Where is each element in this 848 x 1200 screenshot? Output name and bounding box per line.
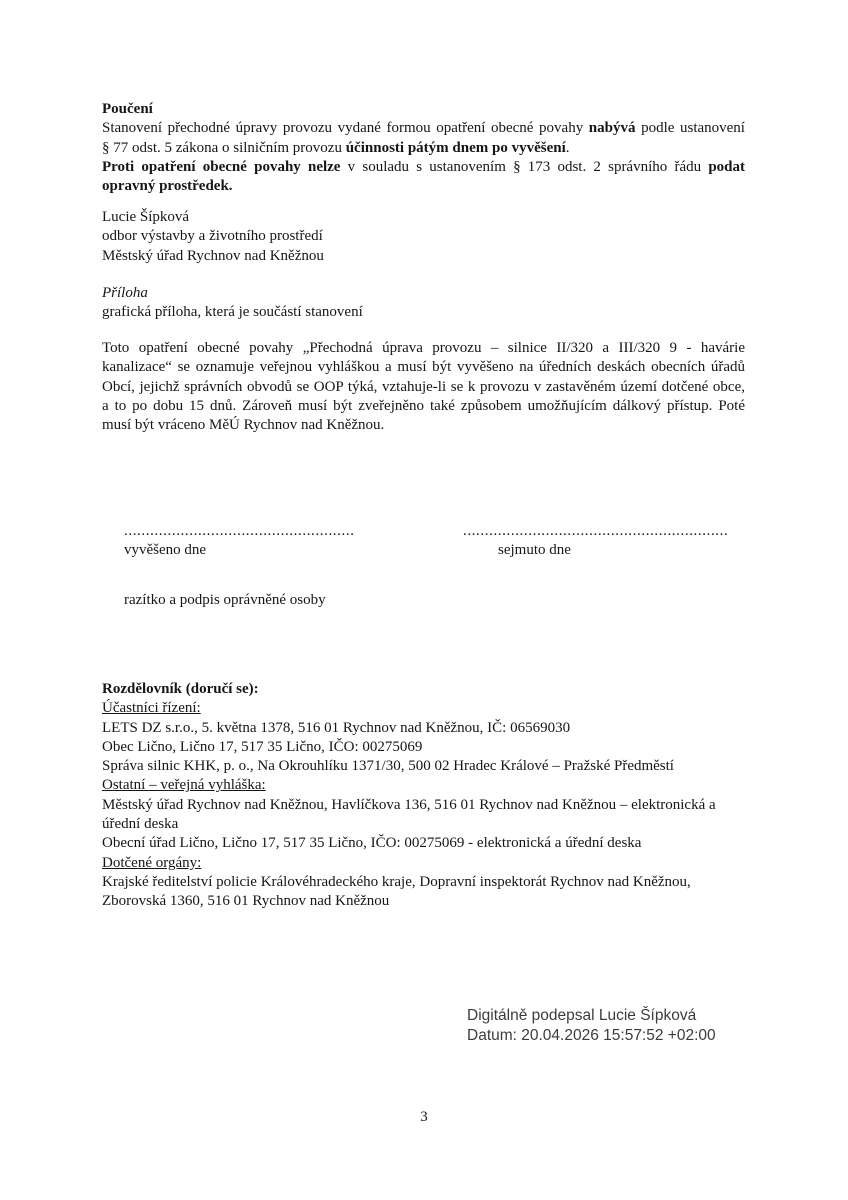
distribution-recipient: Krajské ředitelství policie Královéhradeckého kraje, Dopravní inspektorát Rychnov nad Kněžnou, [102,873,691,890]
text-segment: Stanovení přechodné úpravy provozu vydané formou opatření obecné povahy [102,120,589,137]
text-segment: . [565,139,570,156]
distribution-subheading [102,776,745,795]
posted-date-field [124,522,384,561]
underlined-text: Ostatní – veřejná vyhláška: [102,777,266,794]
distribution-subheading [102,699,745,718]
text-segment: podle ustanovení [635,120,745,137]
distribution-heading: Rozdělovník (doručí se): [102,681,259,697]
text-line: a to po dobu 15 dnů. Zároveň musí být zveřejněno také způsobem umožňujícím dálkový přístup. Poté [102,397,745,414]
digital-signature-stamp [467,1006,716,1046]
text-segment: účinnosti pátým dnem po vyvěšení [345,139,566,156]
notice-section [102,100,745,196]
text-segment: v souladu s ustanovením § 173 odst. 2 správního řádu [340,158,709,175]
posted-date-label: vyvěšeno dne [124,542,207,559]
distribution-recipient: Správa silnic KHK, p. o., Na Okrouhlíku 1371/30, 500 02 Hradec Králové – Pražské Předměstí [102,758,674,775]
announcement-section [102,339,745,435]
text-line [102,139,745,158]
distribution-recipient: Obecní úřad Lično, Lično 17, 517 35 Lično, IČO: 00275069 - elektronická a úřední deska [102,835,642,852]
notice-heading [102,100,745,119]
distribution-section [102,680,745,912]
distribution-subheading [102,854,745,873]
underlined-text: Účastníci řízení: [102,700,201,717]
attachment-section [102,284,745,323]
text-line: musí být vráceno MěÚ Rychnov nad Kněžnou. [102,417,385,434]
page-number: 3 [420,1109,428,1125]
text-segment: Poučení [102,101,153,117]
digital-signature-signer: Digitálně podepsal Lucie Šípková [467,1007,697,1024]
text-segment: opravný prostředek. [102,178,233,195]
text-segment: podat [708,158,745,175]
author-department: odbor výstavby a životního prostředí [102,228,323,245]
removed-date-label: sejmuto dne [498,542,571,559]
distribution-recipient: Obec Lično, Lično 17, 517 35 Lično, IČO: 00275069 [102,738,423,755]
text-line [102,119,745,138]
underlined-text: Dotčené orgány: [102,854,202,871]
distribution-recipient: Městský úřad Rychnov nad Kněžnou, Havlíčkova 136, 516 01 Rychnov nad Kněžnou – elektronická a [102,796,716,813]
stamp-note-text: razítko a podpis oprávněné osoby [124,592,326,608]
posted-date-dotted-line: ..................................................... [124,523,355,539]
text-line [102,177,745,196]
author-office: Městský úřad Rychnov nad Kněžnou [102,247,324,264]
attachment-body: grafická příloha, která je součástí stanovení [102,304,363,321]
text-line [102,158,745,177]
removed-date-field [463,522,743,561]
text-segment: Proti opatření obecné povahy nelze [102,158,341,175]
text-line: kanalizace“ se oznamuje veřejnou vyhláškou a musí být vyvěšeno na úředních deskách obecních úřadů [102,359,745,376]
distribution-recipient: LETS DZ s.r.o., 5. května 1378, 516 01 Rychnov nad Kněžnou, IČ: 06569030 [102,719,571,736]
text-line: Toto opatření obecné povahy „Přechodná úprava provozu – silnice II/320 a III/320 9 - havárie [102,340,745,356]
author-section [102,208,745,266]
text-line: Obcí, jejichž správních obvodů se OOP týká, vztahuje-li se k provozu v zastavěném území dotčené obce, [102,378,745,395]
digital-signature-date: Datum: 20.04.2026 15:57:52 +02:00 [467,1027,716,1044]
distribution-recipient: Zborovská 1360, 516 01 Rychnov nad Kněžnou [102,893,390,910]
removed-date-dotted-line: ............................................................. [463,523,729,539]
author-name: Lucie Šípková [102,209,190,225]
text-segment: § 77 odst. 5 zákona o silničním provozu [102,139,346,156]
text-segment: nabývá [588,120,636,137]
distribution-recipient: úřední deska [102,816,179,833]
stamp-note [124,591,326,610]
attachment-heading: Příloha [102,285,148,301]
